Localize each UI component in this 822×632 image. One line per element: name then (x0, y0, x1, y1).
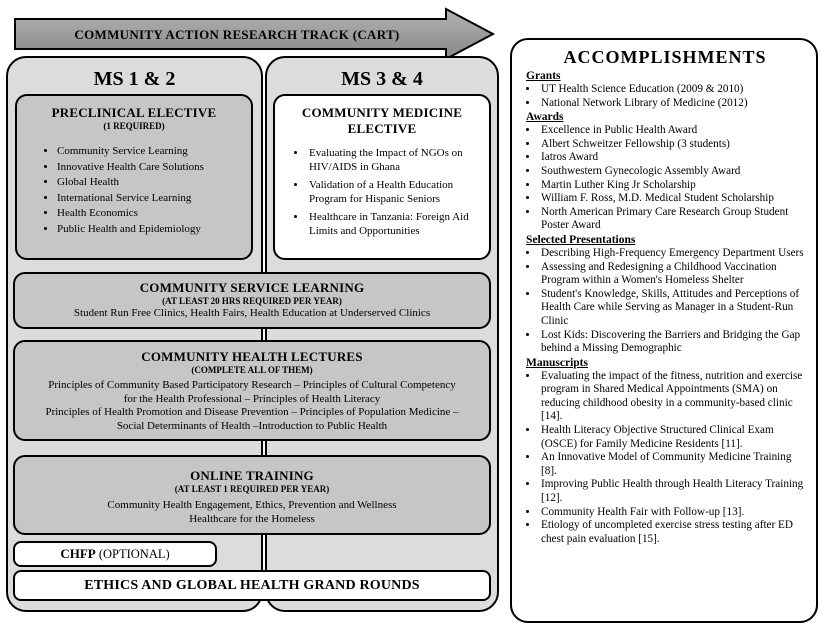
community-health-lectures-box (13, 340, 491, 441)
manuscript-item: • Improving Public Health through Health Literacy Training [12]. (539, 478, 804, 505)
ethics-grand-rounds-box: ETHICS AND GLOBAL HEALTH GRAND ROUNDS (13, 570, 491, 601)
accomplishments-panel (510, 38, 818, 623)
list-item: • Healthcare in Tanzania: Foreign Aid Limits and Opportunities (307, 211, 475, 238)
csl-body: Student Run Free Clinics, Health Fairs, Health Education at Underserved Clinics (73, 307, 431, 319)
presentations-heading: Selected Presentations (526, 233, 636, 246)
online-training-box (13, 455, 491, 535)
ot-body (15, 498, 489, 526)
community-medicine-list (289, 147, 475, 238)
award-item: • Martin Luther King Jr Scholarship (539, 179, 804, 193)
award-item: • Albert Schweitzer Fellowship (3 students) (539, 138, 804, 152)
list-item: • Evaluating the Impact of NGOs on HIV/AIDS in Ghana (307, 147, 475, 174)
list-item: • International Service Learning (57, 191, 251, 207)
manuscript-item: • Health Literacy Objective Structured Clinical Exam (OSCE) for Family Medicine Residents [11]. (539, 424, 804, 451)
grants-heading: Grants (526, 70, 561, 82)
banner-arrow (14, 6, 496, 62)
award-item: • William F. Ross, M.D. Medical Student Scholarship (539, 192, 804, 206)
ot-title: ONLINE TRAINING (190, 468, 314, 483)
chl-subtitle: (COMPLETE ALL OF THEM) (191, 365, 313, 375)
chl-body (15, 379, 489, 433)
list-item: • Validation of a Health Education Program for Hispanic Seniors (307, 179, 475, 206)
award-item: • Southwestern Gynecologic Assembly Award (539, 165, 804, 179)
award-item: • Iatros Award (539, 151, 804, 165)
preclinical-title: PRECLINICAL ELECTIVE (51, 105, 217, 120)
lecture-line: Principles of Health Promotion and Disease Prevention – Principles of Population Medicine – (45, 406, 459, 418)
ms12-title: MS 1 & 2 (93, 68, 176, 90)
grants-list (526, 83, 804, 110)
manuscripts-list (526, 370, 804, 547)
preclinical-subtitle: (1 REQUIRED) (103, 121, 165, 131)
lecture-line: Social Determinants of Health –Introduction to Public Health (116, 419, 388, 432)
presentations-list (526, 247, 804, 356)
manuscript-item: • Evaluating the impact of the fitness, nutrition and exercise program in Shared Medical Appointments (SMA) on reducing childhood obesity in a community-based clinic [14]. (539, 370, 804, 424)
lecture-line: Principles of Community Based Participatory Research – Principles of Cultural Competency (48, 379, 456, 391)
list-item: • Global Health (57, 175, 251, 191)
preclinical-elective-box (15, 94, 253, 260)
presentation-item: • Assessing and Redesigning a Childhood Vaccination Program within a Women's Homeless Shelter (539, 261, 804, 288)
chfp-label: CHFP (60, 546, 96, 561)
manuscript-item: • An Innovative Model of Community Medicine Training [8]. (539, 451, 804, 478)
presentation-item: • Student's Knowledge, Skills, Attitudes and Perceptions of Health Care while Serving as Manager in a Student-Run Clinic (539, 288, 804, 329)
grant-item: • National Network Library of Medicine (2012) (539, 97, 804, 111)
presentation-item: • Lost Kids: Discovering the Barriers and Bridging the Gap behind a Missing Demographic (539, 329, 804, 356)
community-service-learning-box (13, 272, 491, 329)
chfp-box (13, 541, 217, 567)
training-line: Community Health Engagement, Ethics, Prevention and Wellness (107, 499, 397, 511)
grant-item: • UT Health Science Education (2009 & 2010) (539, 83, 804, 97)
manuscript-item: • Community Health Fair with Follow-up [13]. (539, 506, 804, 520)
preclinical-list (17, 144, 251, 237)
banner-title: COMMUNITY ACTION RESEARCH TRACK (CART) (74, 27, 400, 42)
csl-title: COMMUNITY SERVICE LEARNING (139, 280, 365, 295)
community-medicine-elective-box (273, 94, 491, 260)
manuscript-item: • Etiology of uncompleted exercise stress testing after ED chest pain evaluation [15]. (539, 519, 804, 546)
list-item: • Innovative Health Care Solutions (57, 160, 251, 176)
award-item: • Excellence in Public Health Award (539, 124, 804, 138)
awards-list (526, 124, 804, 233)
ot-subtitle: (AT LEAST 1 REQUIRED PER YEAR) (174, 484, 330, 494)
lecture-line: for the Health Professional – Principles of Health Literacy (123, 392, 381, 405)
award-item: • North American Primary Care Research Group Student Poster Award (539, 206, 804, 233)
accomplishments-title: ACCOMPLISHMENTS (563, 47, 767, 67)
chl-title: COMMUNITY HEALTH LECTURES (141, 349, 363, 364)
presentation-item: • Describing High-Frequency Emergency Department Users (539, 247, 804, 261)
ms34-title: MS 3 & 4 (341, 68, 423, 90)
manuscripts-heading: Manuscripts (526, 356, 588, 369)
awards-heading: Awards (526, 111, 564, 124)
community-medicine-title: COMMUNITY MEDICINE ELECTIVE (301, 105, 463, 136)
list-item: • Public Health and Epidemiology (57, 222, 251, 238)
csl-subtitle: (AT LEAST 20 HRS REQUIRED PER YEAR) (162, 296, 342, 306)
list-item: • Community Service Learning (57, 144, 251, 160)
list-item: • Health Economics (57, 206, 251, 222)
training-line: Healthcare for the Homeless (189, 513, 315, 525)
chfp-optional-label: (OPTIONAL) (95, 547, 170, 561)
